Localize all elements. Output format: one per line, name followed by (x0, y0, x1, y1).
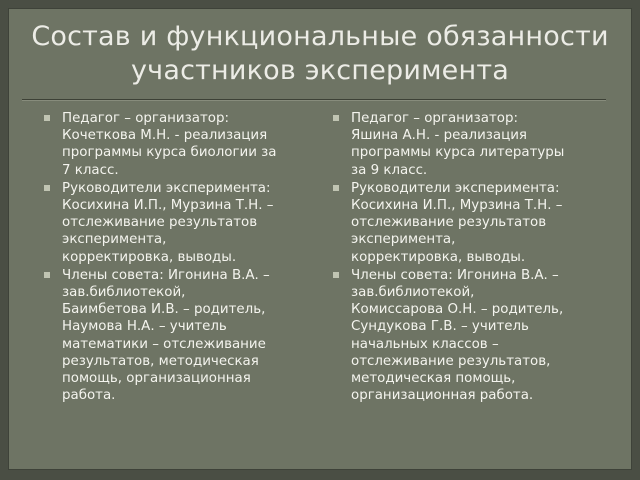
bullet-text-line: отслеживание результатов, (351, 353, 551, 369)
bullet-text-line: организационная работа. (351, 388, 534, 404)
bullet-text-line: Кочеткова М.Н. - реализация (62, 128, 268, 144)
bullet-text-line: Педагог – организатор: (62, 111, 229, 126)
bullet-text-line: Руководители эксперимента: (62, 180, 271, 196)
bullet-text-line: отслеживание результатов (62, 215, 258, 231)
bullet-text-line: методическая помощь, (351, 371, 516, 387)
square-bullet-icon (44, 115, 50, 121)
bullet-text-line: корректировка, выводы. (62, 249, 237, 265)
bullet-text-line: результатов, методическая (62, 353, 259, 369)
square-bullet-icon (333, 115, 339, 121)
bullet-text-line: зав.библиотекой, (62, 285, 186, 301)
left-bullet-item (44, 267, 316, 405)
slide-title-line-1: Состав и функциональные обязанности (31, 21, 609, 52)
bullet-text-line: Руководители эксперимента: (351, 180, 560, 196)
right-bullet-item (333, 267, 605, 405)
bullet-text-line: зав.библиотекой, (351, 285, 475, 301)
bullet-text-line: Наумова Н.А. – учитель (62, 319, 227, 335)
bullet-text-line: Члены совета: Игонина В.А. – (62, 267, 270, 283)
bullet-text-line: работа. (62, 388, 116, 404)
bullet-text-line: за 9 класс. (351, 162, 428, 178)
bullet-text-line: Педагог – организатор: (351, 111, 518, 126)
bullet-text-line: эксперимента, (351, 232, 456, 248)
bullet-text-line: эксперимента, (62, 232, 167, 248)
slide-title-line-2: участников эксперимента (131, 55, 509, 86)
bullet-text-line: Баимбетова И.В. – родитель, (62, 302, 266, 318)
bullet-text-line: программы курса биологии за (62, 145, 277, 161)
bullet-text-line: Яшина А.Н. - реализация (351, 128, 527, 144)
square-bullet-icon (333, 272, 339, 278)
bullet-text-line: Сундукова Г.В. – учитель (351, 319, 529, 335)
bullet-text-line: Члены совета: Игонина В.А. – (351, 267, 559, 283)
bullet-text-line: корректировка, выводы. (351, 249, 526, 265)
right-column (333, 110, 605, 405)
bullet-text-line: Комиссарова О.Н. – родитель, (351, 302, 564, 318)
left-bullet-item (44, 110, 316, 179)
title-divider (22, 99, 606, 101)
left-bullet-item (44, 180, 316, 266)
bullet-text-line: 7 класс. (62, 162, 119, 178)
left-column (44, 110, 316, 405)
bullet-text-line: отслеживание результатов (351, 215, 547, 231)
right-bullet-item (333, 110, 605, 179)
bullet-text-line: программы курса литературы (351, 145, 565, 161)
right-bullet-item (333, 180, 605, 266)
slide-title (0, 20, 640, 88)
bullet-text-line: начальных классов – (351, 336, 499, 352)
bullet-text-line: математики – отслеживание (62, 336, 266, 352)
square-bullet-icon (333, 185, 339, 191)
bullet-text-line: Косихина И.П., Мурзина Т.Н. – (62, 198, 274, 214)
bullet-text-line: Косихина И.П., Мурзина Т.Н. – (351, 198, 563, 214)
square-bullet-icon (44, 272, 50, 278)
square-bullet-icon (44, 185, 50, 191)
bullet-text-line: помощь, организационная (62, 371, 251, 387)
